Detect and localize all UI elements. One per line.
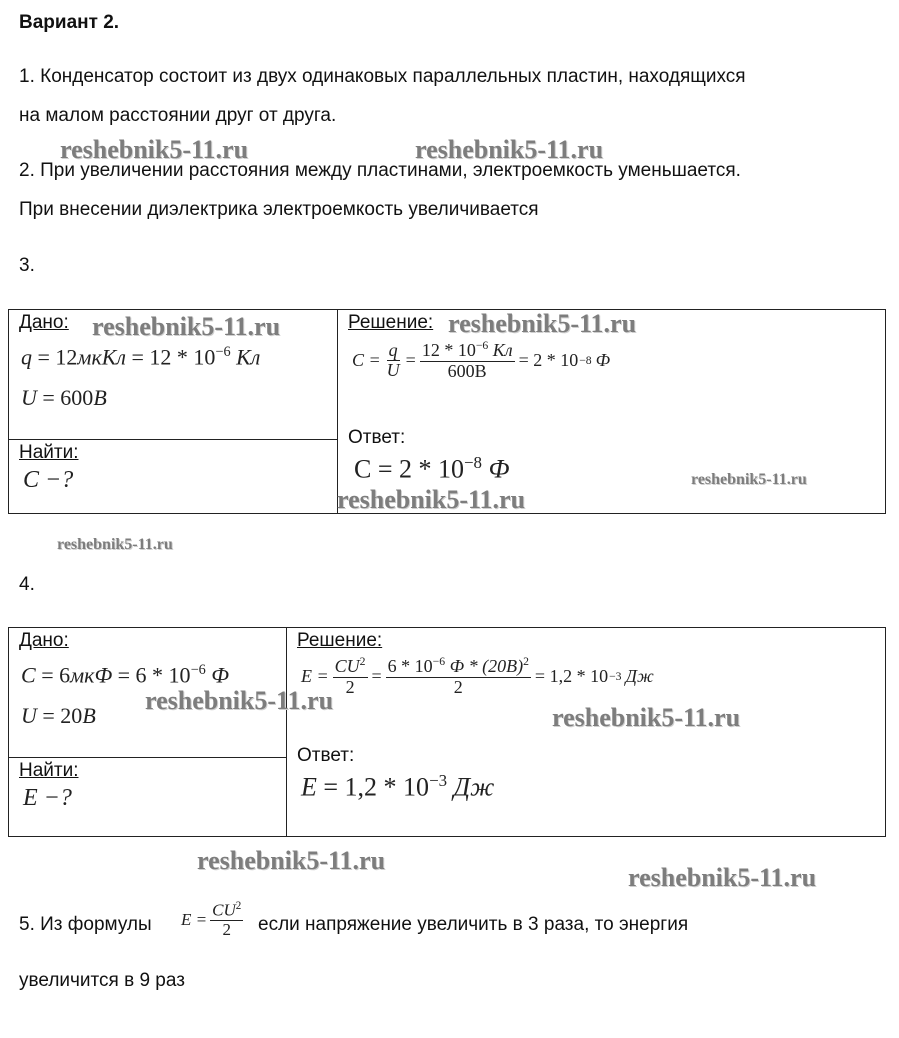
q5-prefix: 5. Из формулы [19,914,152,935]
q3-answer: $C = 2 * 10^{-8}$ Ф [354,453,510,484]
watermark: reshebnik5-11.ru [337,485,526,514]
watermark: reshebnik5-11.ru [57,536,173,553]
q1-line2: на малом расстоянии друг от друга. [19,105,337,126]
q3-answer-label: Ответ: [348,427,406,448]
q1-line1: 1. Конденсатор состоит из двух одинаковых параллельных пластин, находящихся [19,66,746,87]
q4-number: 4. [19,574,35,595]
watermark: reshebnik5-11.ru [448,309,637,338]
q4-find-label: Найти: [19,760,79,781]
q4-given-c: $C = 6мкФ = 6 * 10^{-6}$ Ф [21,662,229,688]
watermark: reshebnik5-11.ru [92,312,281,341]
q4-solution-label: Решение: [297,630,383,651]
q4-find-cell [9,758,287,837]
q4-given-u: U = 20В [21,703,96,728]
page-title: Вариант 2. [19,12,120,33]
q2-line1: 2. При увеличении расстояния между пластинами, электроемкость уменьшается. [19,160,741,181]
watermark: reshebnik5-11.ru [197,846,386,875]
q2-line2: При внесении диэлектрика электроемкость увеличивается [19,199,539,220]
q3-find-value: C −? [23,467,74,493]
q4-table [8,627,886,837]
q3-given-label: Дано: [19,312,69,333]
q4-given-label: Дано: [19,630,69,651]
watermark: reshebnik5-11.ru [60,135,249,164]
q4-formula: E = $\frac{CU^2}{2}$ = $\frac{6 * 10^{-6} Ф * (20В)^2}{2}$ = 1,2 * 10 −3 Дж [301,655,654,697]
q3-find-label: Найти: [19,442,79,463]
watermark: reshebnik5-11.ru [628,863,817,892]
q3-number: 3. [19,255,35,276]
watermark: reshebnik5-11.ru [415,135,604,164]
watermark: reshebnik5-11.ru [552,703,741,732]
q5-formula: E = $\frac{CU^2}{2}$ [181,900,242,940]
q3-find-cell [9,440,338,514]
q4-answer-label: Ответ: [297,745,355,766]
q3-formula: C = $\frac{q}{U}$ = $\frac{12 * 10^{-6} Кл}{600В}$ = 2 * 10 −8 Ф [352,339,611,381]
q3-given-u: U = 600В [21,385,107,410]
q4-find-value: E −? [23,785,72,811]
q4-answer: $E = 1,2 * 10^{-3}$ Дж [301,771,495,802]
q3-given-q: q = 12мкКл = $12 * 10^{-6}$ Кл [21,344,261,370]
watermark: reshebnik5-11.ru [691,471,807,488]
q3-solution-label: Решение: [348,312,434,333]
watermark: reshebnik5-11.ru [145,686,334,715]
q5-line2: увеличится в 9 раз [19,970,185,991]
q5-suffix: если напряжение увеличить в 3 раза, то энергия [258,914,689,935]
